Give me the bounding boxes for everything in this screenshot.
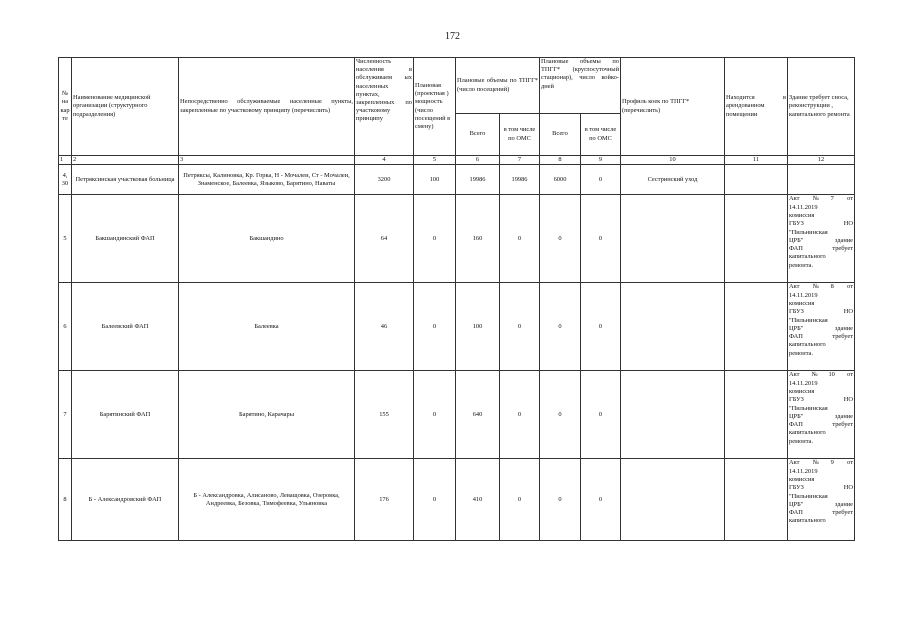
row-visits-oms: 0 — [500, 195, 540, 283]
header-bed-profile: Профиль коек по ТПГГ* (перечислить) — [621, 58, 725, 156]
row-bed-profile — [621, 459, 725, 541]
header-bed-days: Плановые объемы по ТПГГ* (круглосуточный стационар), число койко-дней — [540, 58, 621, 114]
note-line: комиссия — [789, 475, 815, 483]
row-population: 155 — [355, 371, 414, 459]
column-number: 12 — [788, 156, 855, 165]
header-population: Численность населения в обслуживаем ых населенных пунктах, закрепленных по участковому принципу — [355, 58, 414, 156]
row-population: 46 — [355, 283, 414, 371]
note-line: ремонта. — [789, 349, 813, 357]
row-settlements: Балеевка — [179, 283, 355, 371]
column-number: 5 — [414, 156, 456, 165]
row-bed-days-oms: 0 — [581, 165, 621, 195]
row-num: 8 — [59, 459, 72, 541]
note-line: ЦРБ" здание — [789, 236, 853, 244]
note-line: ГБУЗ НО — [789, 484, 853, 492]
header-row — [59, 58, 855, 114]
table-row — [59, 371, 855, 459]
note-line: ГБУЗ НО — [789, 220, 853, 228]
note-line: ЦРБ" здание — [789, 324, 853, 332]
row-capacity: 100 — [414, 165, 456, 195]
note-line: капитального — [789, 253, 826, 261]
row-visits-oms: 0 — [500, 459, 540, 541]
note-line: 14.11.2019 — [789, 203, 818, 211]
note-line: "Пильнинская — [789, 492, 828, 500]
table-row — [59, 165, 855, 195]
note-line: ФАП требует — [789, 245, 853, 253]
note-line: капитального — [789, 429, 826, 437]
note-line: "Пильнинская — [789, 404, 828, 412]
row-bed-profile — [621, 195, 725, 283]
row-settlements: Петряксы, Калиновка, Кр. Горка, Н - Мочалеи, Ст - Мочалеи, Знаменское, Балеевка, Языково, Барятино, Наваты — [179, 165, 355, 195]
note-line: ГБУЗ НО — [789, 396, 853, 404]
note-line: 14.11.2019 — [789, 291, 818, 299]
row-org-name: Балеевский ФАП — [72, 283, 179, 371]
row-visits-oms: 19986 — [500, 165, 540, 195]
row-bed-days-oms: 0 — [581, 195, 621, 283]
column-number: 1 — [59, 156, 72, 165]
header-needs-repair: Здание требует сноса, реконструкции , капитального ремонта — [788, 58, 855, 156]
note-line: капитального — [789, 341, 826, 349]
row-visits-total: 640 — [456, 371, 500, 459]
column-number: 8 — [540, 156, 581, 165]
note-line: ГБУЗ НО — [789, 308, 853, 316]
note-line: Акт №10 от — [789, 371, 853, 379]
row-population: 3200 — [355, 165, 414, 195]
column-number: 3 — [179, 156, 355, 165]
column-number: 9 — [581, 156, 621, 165]
row-note — [788, 459, 855, 541]
row-visits-total: 160 — [456, 195, 500, 283]
row-visits-total: 19986 — [456, 165, 500, 195]
header-capacity: Плановая (проектная ) мощность (число посещений в смену) — [414, 58, 456, 156]
row-capacity: 0 — [414, 283, 456, 371]
column-number: 6 — [456, 156, 500, 165]
row-population: 176 — [355, 459, 414, 541]
note-line: ФАП требует — [789, 421, 853, 429]
note-line: ФАП требует — [789, 333, 853, 341]
row-note — [788, 165, 855, 195]
note-line: капитального — [789, 517, 826, 525]
row-rented — [725, 459, 788, 541]
header-bed-days-oms: в том числе по ОМС — [581, 114, 621, 156]
note-line: ремонта. — [789, 261, 813, 269]
note-line: Акт №9 от — [789, 459, 853, 467]
row-num: 7 — [59, 371, 72, 459]
row-settlements: Бакшандино — [179, 195, 355, 283]
row-visits-total: 410 — [456, 459, 500, 541]
note-line: ФАП требует — [789, 509, 853, 517]
column-number: 2 — [72, 156, 179, 165]
row-org-name: Бакшандинский ФАП — [72, 195, 179, 283]
row-bed-days-oms: 0 — [581, 371, 621, 459]
note-line: Акт №8 от — [789, 283, 853, 291]
row-bed-days-total: 6000 — [540, 165, 581, 195]
row-num: 5 — [59, 195, 72, 283]
row-note — [788, 195, 855, 283]
facilities-table — [58, 57, 855, 541]
row-rented — [725, 283, 788, 371]
header-visits-oms: в том числе по ОМС — [500, 114, 540, 156]
row-settlements: Б - Александровка, Алисаново, Леващовка, Озеровка, Андреевка, Безовка, Тимофеевка, Ульяновка — [179, 459, 355, 541]
note-line: ЦРБ" здание — [789, 412, 853, 420]
table-row — [59, 195, 855, 283]
row-bed-days-total: 0 — [540, 283, 581, 371]
row-capacity: 0 — [414, 195, 456, 283]
header-bed-days-total: Всего — [540, 114, 581, 156]
header-visits: Плановые объемы по ТПГГ* (число посещений) — [456, 58, 540, 114]
note-line: 14.11.2019 — [789, 467, 818, 475]
note-line: комиссия — [789, 299, 815, 307]
row-org-name: Б - Александровский ФАП — [72, 459, 179, 541]
column-number: 11 — [725, 156, 788, 165]
row-capacity: 0 — [414, 371, 456, 459]
row-settlements: Барятино, Карачары — [179, 371, 355, 459]
column-number: 10 — [621, 156, 725, 165]
row-bed-profile: Сестринский уход — [621, 165, 725, 195]
page-number: 172 — [445, 31, 460, 42]
note-line: ЦРБ" здание — [789, 500, 853, 508]
header-visits-total: Всего — [456, 114, 500, 156]
row-note — [788, 283, 855, 371]
row-visits-oms: 0 — [500, 371, 540, 459]
row-bed-days-total: 0 — [540, 459, 581, 541]
note-line: "Пильнинская — [789, 228, 828, 236]
row-org-name: Петряксинская участковая больница — [72, 165, 179, 195]
row-note — [788, 371, 855, 459]
row-population: 64 — [355, 195, 414, 283]
row-bed-days-oms: 0 — [581, 283, 621, 371]
note-line: 14.11.2019 — [789, 379, 818, 387]
row-bed-profile — [621, 283, 725, 371]
row-rented — [725, 195, 788, 283]
column-number-row — [59, 156, 855, 165]
row-num: 4, 30 — [59, 165, 72, 195]
note-line: "Пильнинская — [789, 316, 828, 324]
row-bed-days-total: 0 — [540, 371, 581, 459]
note-line: ремонта. — [789, 437, 813, 445]
row-bed-days-total: 0 — [540, 195, 581, 283]
header-rented: Находится в арендованном помещении — [725, 58, 788, 156]
row-visits-total: 100 — [456, 283, 500, 371]
table-row — [59, 459, 855, 541]
note-line: Акт №7 от — [789, 195, 853, 203]
row-visits-oms: 0 — [500, 283, 540, 371]
row-rented — [725, 165, 788, 195]
row-org-name: Барятинский ФАП — [72, 371, 179, 459]
row-bed-profile — [621, 371, 725, 459]
row-rented — [725, 371, 788, 459]
row-num: 6 — [59, 283, 72, 371]
note-line: комиссия — [789, 211, 815, 219]
header-org-name: Наименование медицинской организации (структурного подразделения) — [72, 58, 179, 156]
row-capacity: 0 — [414, 459, 456, 541]
header-settlements: Непосредственно обслуживаемые населенные пункты, закрепленные по участковому принципу (перечислить) — [179, 58, 355, 156]
column-number: 7 — [500, 156, 540, 165]
table-row — [59, 283, 855, 371]
note-line: комиссия — [789, 387, 815, 395]
column-number: 4 — [355, 156, 414, 165]
row-bed-days-oms: 0 — [581, 459, 621, 541]
header-num: № на кар те — [59, 58, 72, 156]
